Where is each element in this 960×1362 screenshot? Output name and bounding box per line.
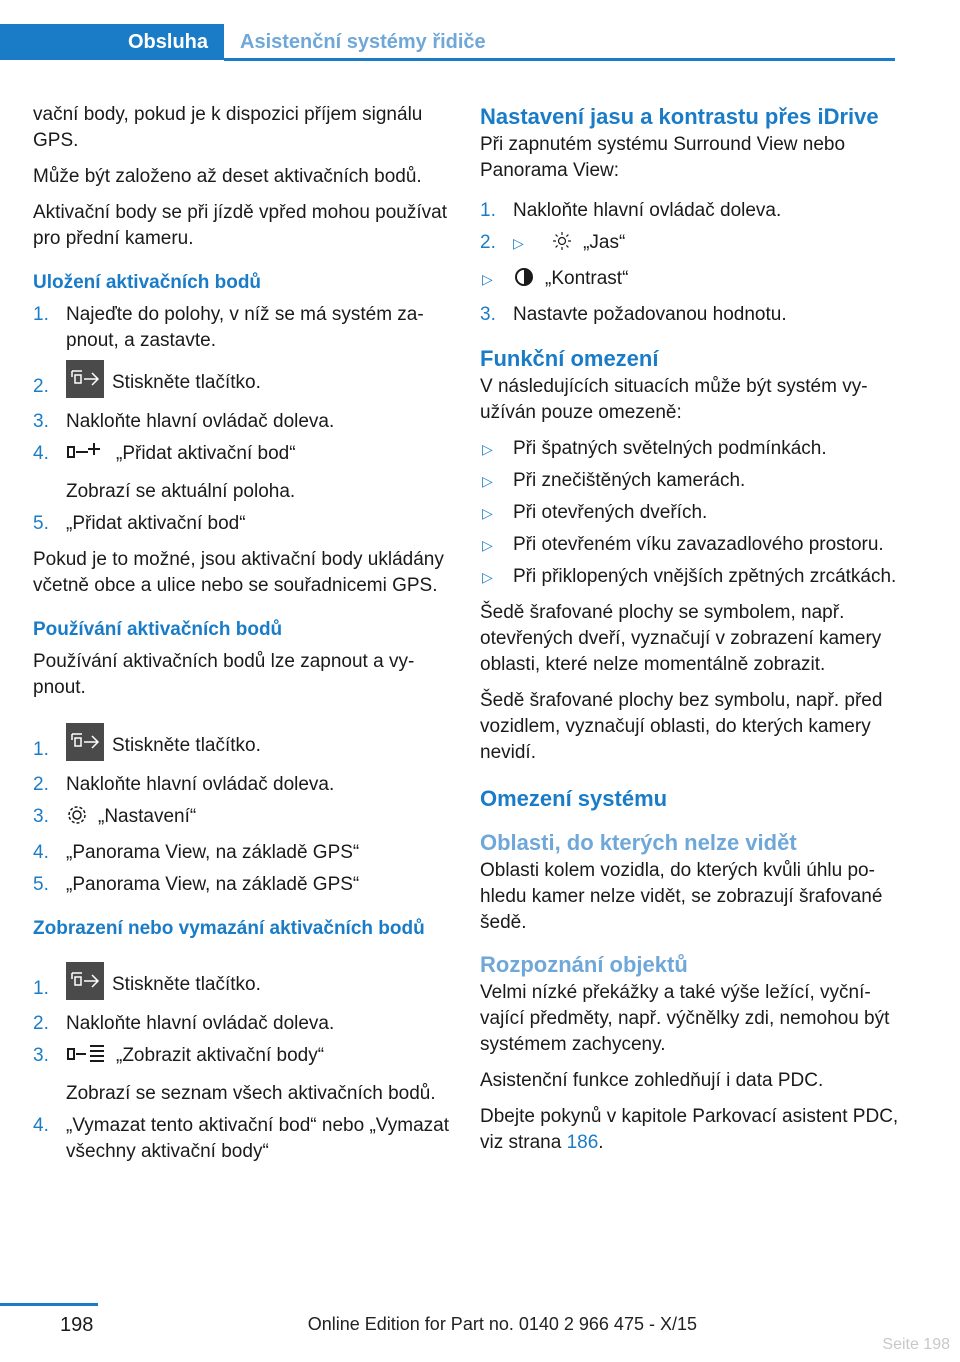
list-item: ▷ Při znečištěných kamerách. [480,468,900,494]
list-item: 5. „Panorama View, na základě GPS“ [33,874,360,895]
list-item: 3. Nakloňte hlavní ovládač doleva. [33,411,335,432]
steps-pouzivani [33,723,453,898]
settings-icon [66,804,88,834]
heading-rozpoznani: Rozpoznání objektů [480,952,688,977]
triangle-bullet-icon: ▷ [482,473,493,489]
step-note: Zobrazí se seznam všech aktivačních bodů. [66,1083,436,1104]
step-note: Zobrazí se aktuální poloha. [66,481,296,502]
tab-underline [224,58,895,61]
paragraph: Oblasti kolem vozidla, do kterých kvůli úhlu pohledu kamer nelze vidět, se zobrazují šrafované šedě. [480,860,883,933]
list-item: ▷ Při otevřených dveřích. [480,500,900,526]
paragraph: Může být založeno až deset aktivačních bodů. [33,166,422,187]
paragraph: Šedě šrafované plochy se symbolem, např. otevřených dveří, vyznačují v zobrazení kamery oblasti, které nelze momentálně zobrazit. [480,602,882,675]
list-item: ▷ Při přiklopených vnějších zpětných zrcátkách. [480,564,900,590]
page-link[interactable]: 186 [566,1132,599,1153]
list-funkcni [480,436,900,590]
paragraph: Šedě šrafované plochy bez symbolu, např. před vozidlem, vyznačují oblasti, do kterých kamery nevidí. [480,690,883,763]
list-item: 2. Stiskněte tlačítko. [33,360,453,403]
paragraph: Používání aktivačních bodů lze zapnout a vypnout. [33,651,415,698]
list-item: 1. Nakloňte hlavní ovládač doleva. [480,200,782,221]
right-column [480,102,900,1166]
paragraph: Při zapnutém systému Surround View nebo Panorama View: [480,134,846,181]
heading-funkcni: Funkční omezení [480,346,659,371]
paragraph: Aktivační body se při jízdě vpřed mohou používat pro přední kameru. [33,202,448,249]
add-point-icon [66,441,106,471]
list-item: ▷ Při otevřeném víku zavazadlového prostoru. [480,532,900,558]
page-number: 198 [60,1314,94,1336]
paragraph: V následujících situacích může být systém využíván pouze omezeně: [480,376,868,423]
list-item: 2. Nakloňte hlavní ovládač doleva. [33,1013,335,1034]
paragraph: Velmi nízké překážky a také výše ležící, vyčnívající předměty, např. výčnělky zdi, nemohou být systémem zachyceny. [480,982,890,1055]
triangle-bullet-icon: ▷ [482,505,493,521]
list-item: 4. „Panorama View, na základě GPS“ [33,842,360,863]
list-item: 1. Stiskněte tlačítko. [33,962,453,1005]
list-item: 2. Nakloňte hlavní ovládač doleva. [33,774,335,795]
list-item: 2. ▷ „Jas“ [480,230,900,260]
paragraph: vační body, pokud je k dispozici příjem signálu GPS. [33,104,423,151]
list-item: ▷ Při špatných světelných podmínkách. [480,436,900,462]
tab-obsluha: Obsluha [0,24,224,60]
heading-jas: Nastavení jasu a kontrastu přes iDrive [480,104,879,129]
list-item: 4. „Vymazat tento aktivační bod“ nebo „Vymazat všechny aktivační body“ [33,1115,449,1162]
steps-jas [480,198,900,328]
list-item: ▷ „Kontrast“ [480,266,900,296]
tab-asistencni-systemy: Asistenční systémy řidiče [240,30,486,53]
edition-footer: Online Edition for Part no. 0140 2 966 475 - X/15 [307,1314,697,1334]
contrast-icon [513,266,535,296]
list-item: 1. Stiskněte tlačítko. [33,723,453,766]
list-item: 3. Nastavte požadovanou hodnotu. [480,304,787,325]
paragraph-pokyny: Dbejte pokynů v kapitole Parkovací asistent PDC, viz strana 186. [480,1106,899,1153]
heading-oblasti: Oblasti, do kterých nelze vidět [480,830,797,855]
header-tabs [0,24,895,60]
camera-button-icon [66,723,104,761]
heading-omezeni: Omezení systému [480,786,668,811]
steps-ulozeni [33,302,453,537]
camera-button-icon [66,360,104,398]
list-icon [66,1043,106,1073]
triangle-bullet-icon: ▷ [482,271,493,287]
paragraph: Asistenční funkce zohledňují i data PDC. [480,1070,824,1091]
heading-pouzivani: Používání aktivačních bodů [33,619,283,640]
paragraph: Pokud je to možné, jsou aktivační body ukládány včetně obce a ulice nebo se souřadnicemi GPS. [33,549,444,596]
heading-ulozeni: Uložení aktivačních bodů [33,272,262,293]
left-column [33,102,453,1175]
list-item: 3. „Nastavení“ [33,804,453,834]
heading-zobrazeni: Zobrazení nebo vymazání aktivačních bodů [33,918,425,939]
camera-button-icon [66,962,104,1000]
list-item: 4. „Přidat aktivační bod“ Zobrazí se aktuální poloha. [33,441,453,505]
footer-watermark: Seite 198 [882,1336,950,1353]
brightness-icon [551,230,573,260]
page-number-rule [0,1303,98,1306]
triangle-bullet-icon: ▷ [482,569,493,585]
steps-zobrazeni [33,962,453,1165]
triangle-bullet-icon: ▷ [482,537,493,553]
triangle-bullet-icon: ▷ [513,235,524,251]
list-item: 3. „Zobrazit aktivační body“ Zobrazí se seznam všech aktivačních bodů. [33,1043,453,1107]
list-item: 1. Najeďte do polohy, v níž se má systém zapnout, a zastavte. [33,304,424,351]
triangle-bullet-icon: ▷ [482,441,493,457]
list-item: 5. „Přidat aktivační bod“ [33,513,246,534]
